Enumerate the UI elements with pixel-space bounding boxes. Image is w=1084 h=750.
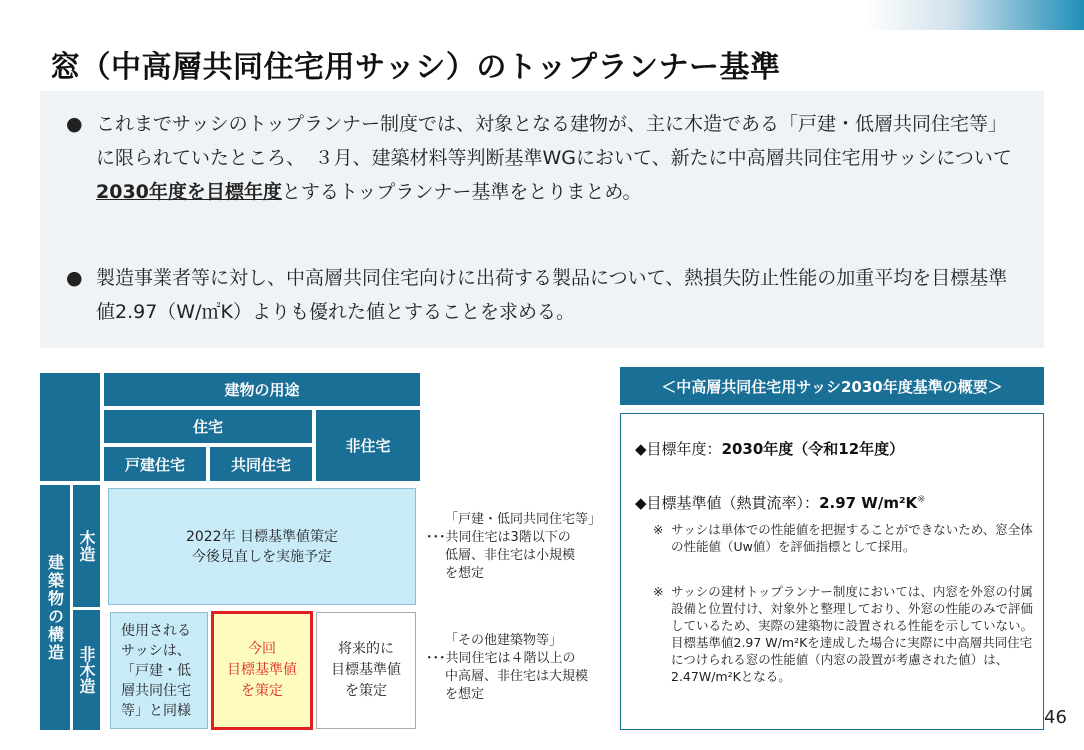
target-year-line	[635, 438, 904, 459]
panel-note-1-text: サッシは単体での性能値を把握することができないため、窓全体の性能値（Uw値）を評価指標として採用。	[671, 522, 1033, 554]
nonwood-detached-line-5: 等」と同様	[121, 702, 191, 719]
nonwood-nonres-cell	[316, 612, 416, 729]
nonwood-collective-line-1: 今回	[248, 641, 276, 657]
nonwood-detached-cell	[110, 612, 208, 729]
bullet-1-emphasis: 2030年度を目標年度	[96, 181, 282, 203]
wood-note-line-3: 低層、非住宅は小規模	[445, 548, 576, 563]
target-value-line	[635, 492, 926, 513]
bullet-dot-icon: ●	[66, 267, 83, 289]
diamond-bullet-icon: ◆	[635, 440, 647, 458]
nonwood-collective-line-3: を策定	[241, 683, 283, 699]
header-residential: 住宅	[104, 410, 312, 443]
nonwood-collective-cell	[211, 611, 313, 730]
note-mark-icon: ※	[653, 522, 664, 537]
nonwood-nonres-line-1: 将来的に	[338, 641, 394, 657]
nonwood-detached-line-4: 層共同住宅	[121, 682, 191, 699]
target-year-label: 目標年度：	[646, 440, 722, 458]
wood-note-line-4: を想定	[445, 566, 485, 581]
page-number: 46	[1044, 707, 1067, 728]
nonwood-note-line-2: ･･･共同住宅は４階以上の	[426, 651, 576, 666]
page-title: 窓（中高層共同住宅用サッシ）のトップランナー基準	[50, 50, 781, 85]
overview-panel-header: ＜中高層共同住宅用サッシ2030年度基準の概要＞	[620, 367, 1044, 405]
nonwood-note-line-4: を想定	[445, 687, 485, 702]
nonwood-note-line-1: 「その他建築物等」	[445, 633, 563, 648]
wood-label	[73, 485, 100, 607]
summary-bullet-1	[66, 107, 1016, 209]
nonwood-nonres-line-2: 目標基準値	[331, 662, 401, 678]
nonwood-collective-line-2: 目標基準値	[227, 662, 297, 678]
header-non-residential: 非住宅	[316, 410, 420, 481]
bullet-1-pre-text: これまでサッシのトップランナー制度では、対象となる建物が、主に木造である「戸建・低層共同住宅等」に限られていたところ、 ３月、建築材料等判断基準WGにおいて、新たに中高層共同住宅用サッシについて	[96, 113, 1012, 169]
nonwood-note-line-3: 中高層、非住宅は大規模	[445, 669, 589, 684]
summary-bullet-2-text: 製造事業者等に対し、中高層共同住宅向けに出荷する製品について、熱損失防止性能の加重平均を目標基準値2.97（W/㎡K）よりも優れた値とすることを求める。	[96, 267, 1008, 323]
wood-cell-line-2: 今後見直しを実施予定	[192, 548, 332, 565]
overview-panel	[620, 413, 1044, 730]
bullet-dot-icon: ●	[66, 113, 83, 135]
wood-note-line-1: 「戸建・低同共同住宅等」	[445, 512, 602, 527]
summary-bullet-1-text	[66, 107, 1016, 209]
panel-note-2	[653, 583, 1033, 685]
header-accent-bar	[864, 0, 1084, 30]
non-wood-label-text: 非木造	[77, 646, 96, 694]
target-value-mark: ※	[917, 494, 926, 505]
panel-note-1	[653, 521, 1033, 555]
summary-bullet-2	[66, 261, 1016, 329]
note-mark-icon: ※	[653, 584, 664, 599]
structure-label-text: 建築物の構造	[45, 553, 65, 662]
wood-note-line-2: ･･･共同住宅は3階以下の	[426, 530, 571, 545]
panel-note-2-text: サッシの建材トップランナー制度においては、内窓を外窓の付属設備と位置付け、対象外と整理しており、外窓の性能のみで評価しているため、実際の建築物に設置される性能を示していない。目標基準値2.97 W/m²Kを達成した場合に実際に中高層共同住宅につけられる窓の性能値（内窓の設置が考慮された値）は、2.47W/m²Kとなる。	[671, 584, 1034, 684]
structure-label	[40, 485, 70, 730]
nonwood-detached-line-1: 使用される	[121, 622, 191, 639]
target-year-value: 2030年度（令和12年度）	[721, 440, 905, 458]
nonwood-nonres-line-3: を策定	[345, 683, 387, 699]
non-wood-label	[73, 610, 100, 730]
target-value-value: 2.97 W/m²K	[819, 494, 918, 512]
target-value-label: 目標基準値（熱貫流率）：	[646, 494, 820, 512]
diamond-bullet-icon: ◆	[635, 494, 647, 512]
wood-cell-line-1: 2022年 目標基準値策定	[185, 528, 339, 545]
nonwood-detached-line-3: 「戸建・低	[121, 662, 191, 679]
header-usage: 建物の用途	[104, 373, 420, 406]
header-collective: 共同住宅	[210, 447, 312, 481]
table-corner	[40, 373, 100, 481]
bullet-1-post-text: とするトップランナー基準をとりまとめ。	[281, 181, 642, 203]
header-detached: 戸建住宅	[104, 447, 206, 481]
wood-target-cell	[108, 488, 416, 605]
wood-label-text: 木造	[77, 530, 96, 562]
nonwood-detached-line-2: サッシは、	[121, 642, 191, 659]
summary-box	[40, 91, 1044, 348]
